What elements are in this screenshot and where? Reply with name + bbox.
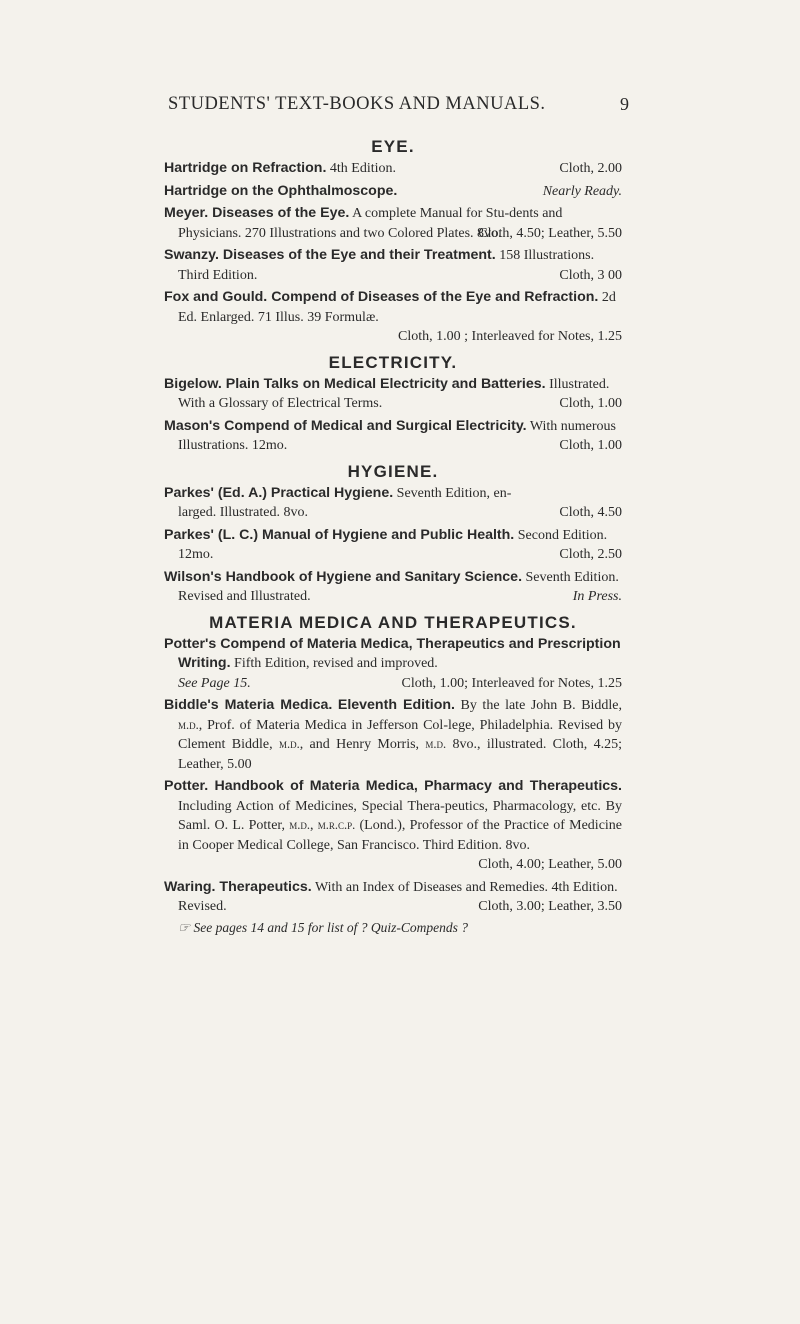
entry-text: A complete Manual for Stu-dents and Physicians. 270 Illustrations and two Colored Plates. 8vo. [178, 206, 563, 241]
entry-price: Cloth, 1.00; Interleaved for Notes, 1.25 [401, 675, 622, 691]
catalog-entry [164, 182, 622, 202]
entry-price: Cloth, 1.00 ; Interleaved for Notes, 1.25 [398, 329, 622, 344]
entry-price: Cloth, 4.00; Leather, 5.00 [478, 857, 622, 872]
quiz-compends-note: ☞ See pages 14 and 15 for list of ? Quiz-Compends ? [178, 919, 468, 935]
entry-text: With an Index of Diseases and Remedies. 4th Edition. Revised. [178, 879, 618, 914]
entry-text: 2d Ed. Enlarged. 71 Illus. 39 Formulæ. [178, 290, 616, 325]
entry-title: Mason's Compend of Medical and Surgical Electricity. [164, 417, 527, 434]
catalog-entry [164, 568, 622, 607]
entry-text: , and Henry Morris, [299, 737, 420, 752]
degree-abbrev: m.d. [178, 717, 199, 732]
entry-text: Second Edition. 12mo. [178, 527, 608, 562]
degree-abbrev: m.d. [289, 818, 311, 832]
section-heading-hygiene: HYGIENE. [347, 461, 439, 481]
entry-text: By the late John B. Biddle, [460, 698, 623, 713]
section-heading-electricity: ELECTRICITY. [328, 352, 458, 372]
entry-title: Parkes' (L. C.) Manual of Hygiene and Public Health. [164, 526, 515, 543]
page-number: 9 [620, 94, 629, 114]
entry-text: Seventh Edition, en- [396, 485, 512, 501]
catalog-entry [164, 635, 622, 694]
section-heading-materia-medica: MATERIA MEDICA AND THERAPEUTICS. [209, 612, 577, 632]
section-heading-eye: EYE. [371, 137, 415, 156]
entry-text: With numerous Illustrations. 12mo. [178, 418, 617, 453]
entry-title: Swanzy. Diseases of the Eye and their Treatment. [164, 247, 496, 263]
entry-price: In Press. [572, 589, 622, 604]
entry-price: Cloth, 4.50 [559, 505, 622, 520]
entry-title: Potter. Handbook of Materia Medica, Pharmacy and Therapeutics. [164, 778, 622, 794]
entry-text: , [310, 818, 314, 833]
catalog-entry [164, 696, 622, 774]
entry-text: Illustrated. With a Glossary of Electrical Terms. [178, 376, 610, 411]
entry-title: Fox and Gould. Compend of Diseases of the Eye and Refraction. [164, 289, 599, 305]
entry-text: Seventh Edition. Revised and Illustrated. [178, 569, 619, 604]
entry-text: Fifth Edition, revised and improved. [234, 656, 438, 671]
catalog-entry [164, 484, 622, 523]
degree-abbrev: m.r.c.p. [317, 818, 356, 832]
entry-text: 8vo., illustrated. Cloth, 4.25; Leather, 5.00 [178, 737, 623, 772]
catalog-entry [164, 375, 622, 414]
entry-text: (Lond.), Professor of the Practice of Medicine in Cooper Medical College, San Francisco. Third Edition. 8vo. [178, 818, 623, 853]
catalog-entry [164, 878, 622, 917]
catalog-entry [164, 777, 622, 875]
catalog-entry [164, 288, 622, 347]
entry-price: Cloth, 1.00 [559, 438, 622, 453]
entry-price: Cloth, 1.00 [559, 396, 622, 411]
entry-title: Parkes' (Ed. A.) Practical Hygiene. [164, 484, 394, 501]
entry-title: Biddle's Materia Medica. [164, 697, 333, 713]
catalog-entry [164, 204, 622, 243]
entry-price: Cloth, 3 00 [559, 267, 622, 283]
entry-text: larged. Illustrated. 8vo. [178, 505, 308, 520]
degree-abbrev: m.d. [425, 737, 447, 751]
entry-text: 158 Illustrations. Third Edition. [178, 248, 595, 283]
entry-edition: Eleventh Edition. [337, 697, 455, 713]
catalog-entry [164, 526, 622, 565]
catalog-entry [164, 246, 622, 285]
entry-text: , Prof. of Materia Medica in Jefferson Col-lege, Philadelphia. Revised by Clement Biddle, [178, 717, 622, 752]
entry-title: Bigelow. Plain Talks on Medical Electricity and Batteries. [164, 375, 546, 392]
entry-price: Cloth, 4.50; Leather, 5.50 [478, 225, 622, 241]
entry-text: Including Action of Medicines, Special Thera-peutics, Pharmacology, etc. By Saml. O. L. Potter, [178, 798, 622, 833]
entry-title: Meyer. Diseases of the Eye. [164, 205, 350, 221]
entry-price: Cloth, 3.00; Leather, 3.50 [478, 899, 622, 914]
entry-title: Potter's Compend of Materia Medica, Therapeutics and Prescription Writing. [164, 635, 621, 671]
catalog-content [164, 134, 622, 936]
entry-title: Waring. Therapeutics. [164, 878, 312, 895]
entry-price: Cloth, 2.00 [559, 161, 622, 176]
entry-text: 4th Edition. [329, 161, 397, 176]
entry-title: Wilson's Handbook of Hygiene and Sanitary Science. [164, 568, 523, 585]
degree-abbrev: m.d. [278, 737, 300, 751]
catalog-entry [164, 417, 622, 456]
entry-price: Cloth, 2.50 [559, 547, 622, 562]
entry-price: Nearly Ready. [542, 183, 622, 199]
entry-title: Hartridge on the Ophthalmoscope. [164, 182, 398, 199]
running-header: STUDENTS' TEXT-BOOKS AND MANUALS. [168, 94, 546, 114]
catalog-entry [164, 159, 622, 179]
see-page-reference: See Page 15. [178, 675, 251, 691]
entry-title: Hartridge on Refraction. [164, 160, 327, 176]
